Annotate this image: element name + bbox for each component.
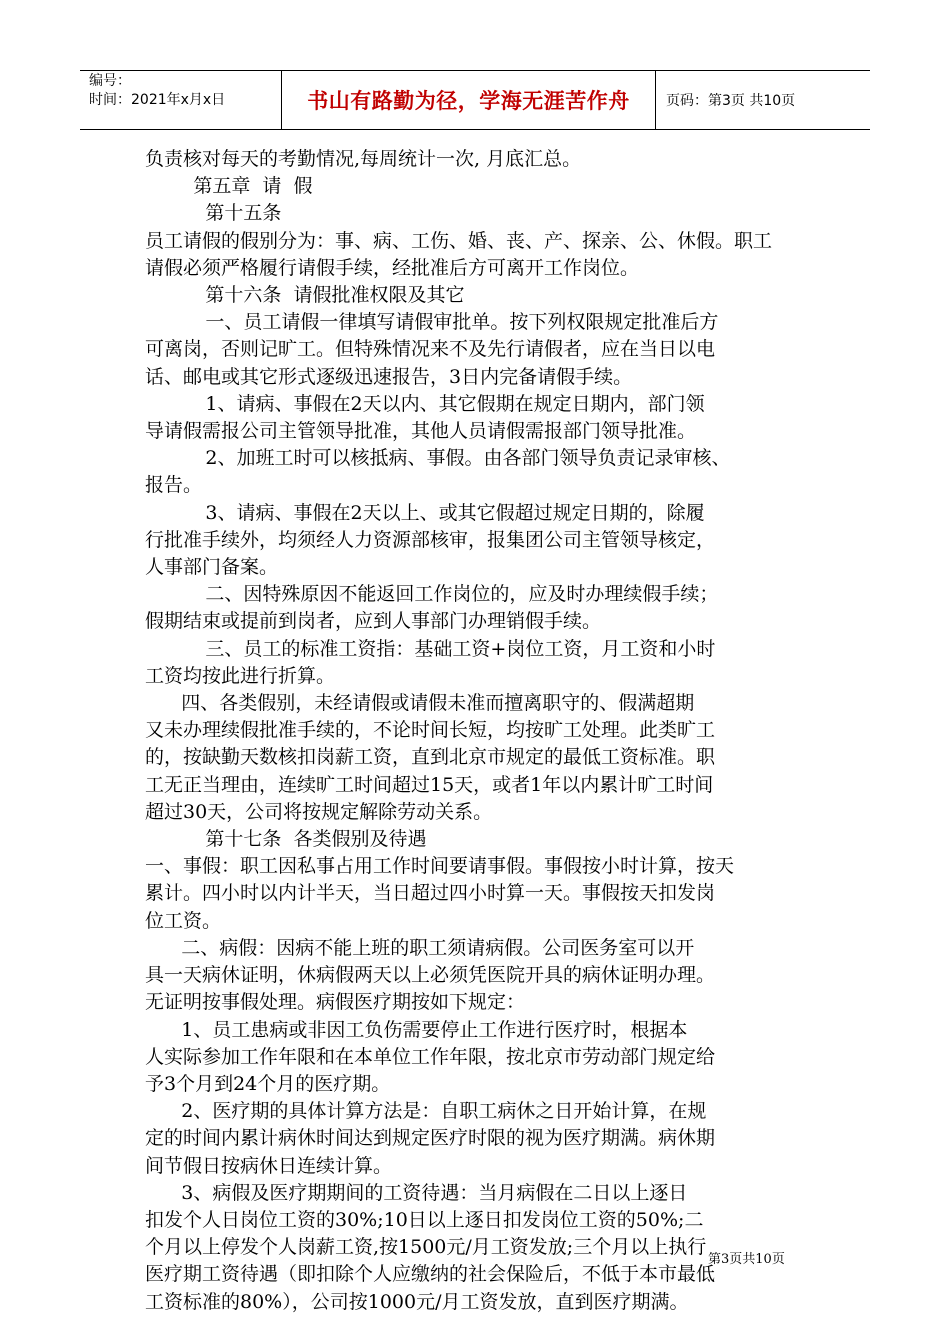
body-line: 的，按缺勤天数核扣岗薪工资，直到北京市规定的最低工资标准。职 (145, 746, 716, 769)
body-line: 予3个月到24个月的医疗期。 (145, 1072, 391, 1095)
body-line: 2、加班工时可以核抵病、事假。由各部门领导负责记录审核、 (145, 447, 731, 470)
body-line: 3、病假及医疗期期间的工资待遇：当月病假在二日以上逐日 (145, 1181, 688, 1204)
body-line: 人事部门备案。 (145, 556, 279, 579)
document-number-label: 编号： (89, 73, 131, 89)
body-line: 3、请病、事假在2天以上、或其它假超过规定日期的，除履 (145, 501, 705, 524)
document-body (145, 146, 825, 1316)
body-line: 工资均按此进行折算。 (145, 664, 336, 687)
header-meta (80, 71, 282, 129)
body-line: 2、医疗期的具体计算方法是：自职工病休之日开始计算，在规 (145, 1100, 707, 1123)
body-line: 具一天病休证明，休病假两天以上必须凭医院开具的病休证明办理。 (145, 964, 716, 987)
body-line: 导请假需报公司主管领导批准，其他人员请假需报部门领导批准。 (145, 420, 697, 443)
body-line: 第十六条 请假批准权限及其它 (145, 284, 465, 307)
body-line: 个月以上停发个人岗薪工资,按1500元/月工资发放;三个月以上执行 (145, 1236, 707, 1259)
body-line: 第五章 请 假 (145, 175, 313, 198)
body-line: 四、各类假别，未经请假或请假未准而擅离职守的、假满超期 (145, 692, 695, 715)
body-line: 1、请病、事假在2天以内、其它假期在规定日期内，部门领 (145, 392, 705, 415)
body-line: 扣发个人日岗位工资的30%;10日以上逐日扣发岗位工资的50%;二 (145, 1208, 704, 1231)
body-line: 人实际参加工作年限和在本单位工作年限，按北京市劳动部门规定给 (145, 1045, 716, 1068)
body-line: 二、因特殊原因不能返回工作岗位的，应及时办理续假手续； (145, 583, 719, 606)
body-line: 工资标准的80%），公司按1000元/月工资发放，直到医疗期满。 (145, 1290, 689, 1313)
page-footer: 第3页共10页 (708, 1252, 785, 1267)
body-line: 第十七条 各类假别及待遇 (145, 828, 427, 851)
body-line: 负责核对每天的考勤情况,每周统计一次, 月底汇总。 (145, 148, 582, 170)
body-line: 二、病假：因病不能上班的职工须请病假。公司医务室可以开 (145, 936, 695, 959)
body-line: 可离岗，否则记旷工。但特殊情况来不及先行请假者，应在当日以电 (145, 338, 716, 361)
body-line: 第十五条 (145, 202, 282, 225)
body-line: 一、事假：职工因私事占用工作时间要请事假。事假按小时计算，按天 (145, 855, 735, 878)
body-line: 请假必须严格履行请假手续，经批准后方可离开工作岗位。 (145, 256, 640, 279)
body-line: 又未办理续假批准手续的，不论时间长短，均按旷工处理。此类旷工 (145, 719, 716, 742)
body-line: 行批准手续外，均须经人力资源部核审，报集团公司主管领导核定， (145, 528, 716, 551)
body-line: 1、员工患病或非因工负伤需要停止工作进行医疗时，根据本 (145, 1018, 688, 1041)
body-line: 医疗期工资待遇（即扣除个人应缴纳的社会保险后，不低于本市最低 (145, 1263, 716, 1286)
header-page-info: 页码：第3页 共10页 (666, 93, 796, 109)
body-line: 超过30天，公司将按规定解除劳动关系。 (145, 800, 493, 823)
body-line: 累计。四小时以内计半天，当日超过四小时算一天。事假按天扣发岗 (145, 882, 716, 905)
body-line: 位工资。 (145, 909, 222, 932)
body-line: 一、员工请假一律填写请假审批单。按下列权限规定批准后方 (145, 311, 719, 334)
body-line: 话、邮电或其它形式逐级迅速报告，3日内完备请假手续。 (145, 365, 633, 388)
body-line: 假期结束或提前到岗者，应到人事部门办理销假手续。 (145, 610, 602, 633)
body-line: 报告。 (145, 474, 203, 497)
body-line: 定的时间内累计病休时间达到规定医疗时限的视为医疗期满。病休期 (145, 1127, 716, 1150)
body-line: 工无正当理由，连续旷工时间超过15天，或者1年以内累计旷工时间 (145, 773, 714, 796)
header-motto: 书山有路勤为径，学海无涯苦作舟 (282, 71, 656, 129)
body-line: 间节假日按病休日连续计算。 (145, 1154, 393, 1177)
body-line: 三、员工的标准工资指：基础工资+岗位工资，月工资和小时 (145, 637, 716, 660)
body-line: 员工请假的假别分为：事、病、工伤、婚、丧、产、探亲、公、休假。职工 (145, 229, 773, 252)
page-header (80, 70, 870, 130)
body-line: 无证明按事假处理。病假医疗期按如下规定： (145, 991, 526, 1014)
document-date: 时间：2021年x月x日 (89, 92, 226, 108)
